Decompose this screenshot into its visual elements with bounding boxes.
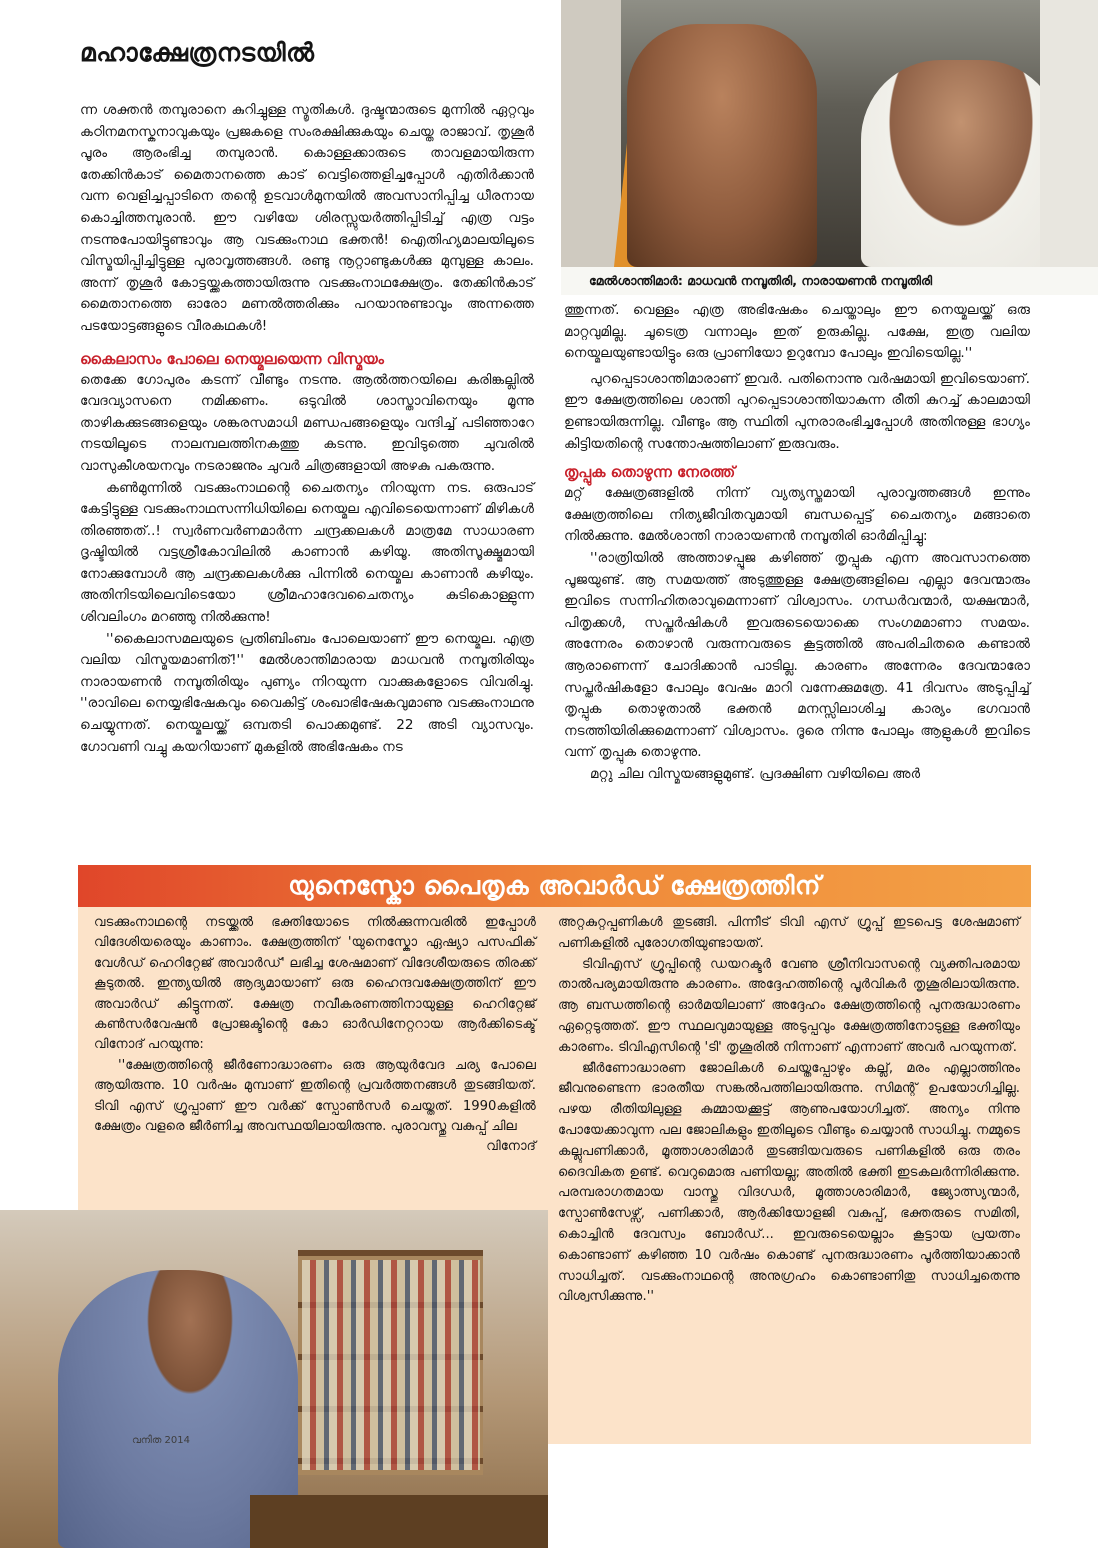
photo-caption: മേൽശാന്തിമാർ: മാധവൻ നമ്പൂതിരി, നാരായണൻ നമ്പൂതിരി: [561, 267, 1098, 295]
paragraph: ജീർണോദ്ധാരണ ജോലികൾ ചെയ്തപ്പോഴും കല്ല്, മരം എല്ലാത്തിനും ജീവനുണ്ടെന്ന ഭാരതീയ സങ്കൽപത്തിലായിരുന്നു. സിമന്റ് ഉപയോഗിച്ചില്ല. പഴയ രീതിയിലുള്ള കുമ്മായക്കൂട്ട് ആണുപയോഗിച്ചത്. അന്യം നിന്നു പോയേക്കാവുന്ന പല ജോലികളും ഇതിലൂടെ വീണ്ടും ചെയ്യാൻ സാധിച്ചു. നമ്മുടെ കല്ലുപണിക്കാർ, മൂത്താശാരിമാർ തുടങ്ങിയവരുടെ പണികളിൽ ഒരു തരം ദൈവികത ഉണ്ട്. വെറുമൊരു പണിയല്ല; അതിൽ ഭക്തി ഇടകലർന്നിരിക്കുന്നു. പരമ്പരാഗതമായ വാസ്തു വിദഗ്ധർ, മൂത്താശാരിമാർ, ജ്യോത്സ്യന്മാർ, സ്പോൺസേഴ്സ്, പണിക്കാർ, ആർക്കിയോളജി വകുപ്പ്, ഭക്തരുടെ സമിതി, കൊച്ചിൻ ദേവസ്വം ബോർഡ്... ഇവരുടെയെല്ലാം കൂട്ടായ പ്രയത്നം കൊണ്ടാണ് കഴിഞ്ഞ 10 വർഷം കൊണ്ട് പുനരുദ്ധാരണം പൂർത്തിയാക്കാൻ സാധിച്ചത്. വടക്കുംനാഥന്റെ അനുഗ്രഹം കൊണ്ടാണിതു സാധിച്ചതെന്നു വിശ്വസിക്കുന്നു.'': [558, 1060, 1020, 1305]
paragraph: ''രാത്രിയിൽ അത്താഴപ്പൂജ കഴിഞ്ഞ് തൃപ്പുക എന്ന അവസാനത്തെ പൂജയുണ്ട്. ആ സമയത്ത് അടുത്തുള്ള ക്ഷേത്രങ്ങളിലെ എല്ലാ ദേവന്മാരും ഇവിടെ സന്നിഹിതരാവുമെന്നാണ് വിശ്വാസം. ഗന്ധർവന്മാർ, യക്ഷന്മാർ, പിതൃക്കൾ, സപ്തർഷികൾ ഇവരുടെയൊക്കെ സംഗമമാണാ സമയം. അന്നേരം തൊഴാൻ വരുന്നവരുടെ കൂട്ടത്തിൽ അപരിചിതരെ കണ്ടാൽ ആരാണെന്ന് ചോദിക്കാൻ പാടില്ല. കാരണം അന്നേരം ദേവന്മാരോ സപ്തർഷികളോ പോലും വേഷം മാറി വന്നേക്കുമത്രേ. 41 ദിവസം അടുപ്പിച്ച് തൃപ്പുക തൊഴുതാൽ ഭക്തൻ മനസ്സിലാശിച്ച കാര്യം ഭഗവാൻ നടത്തിയിരിക്കുമെന്നാണ് വിശ്വാസം. ദൂരെ നിന്നു പോലും ആളുകൾ ഇവിടെ വന്ന് തൃപ്പുക തൊഴുന്നു.: [564, 549, 1030, 761]
column-right: [564, 300, 1030, 785]
page-footer: വനിത 2014: [132, 1435, 190, 1446]
section-title: മഹാക്ഷേത്രനടയിൽ: [80, 38, 315, 67]
subheading-thruppuka: തൃപ്പുക തൊഴുന്ന നേരത്ത്: [564, 463, 736, 482]
paragraph: അറ്റകുറ്റപ്പണികൾ തുടങ്ങി. പിന്നീട് ടിവി എസ് ഗ്രൂപ്പ് ഇടപെട്ട ശേഷമാണ് പണികളിൽ പുരോഗതിയുണ്ടായത്.: [558, 915, 1020, 951]
paragraph: ത്തുന്നത്. വെള്ളം എത്ര അഭിഷേകം ചെയ്താലും ഈ നെയ്മലയ്ക്ക് ഒരു മാറ്റവുമില്ല. ചൂടെത്ര വന്നാലും ഇത് ഉരുകില്ല. പക്ഷേ, ഇത്ര വലിയ നെയ്മലയുണ്ടായിട്ടും ഒരു പ്രാണിയോ ഉറുമ്പോ പോലും ഇവിടെയില്ല.'': [564, 302, 1030, 362]
box-left-text: [94, 913, 536, 1158]
desk: [250, 1495, 548, 1548]
paragraph: ''കൈലാസമലയുടെ പ്രതിബിംബം പോലെയാണ് ഈ നെയ്മല. എത്ര വലിയ വിസ്മയമാണിത്!'' മേൽശാന്തിമാരായ മാധവൻ നമ്പൂതിരിയും നാരായണൻ നമ്പൂതിരിയും പുണ്യം നിറയുന്ന വാക്കുകളോടെ വിവരിച്ചു. ''രാവിലെ നെയ്യഭിഷേകവും വൈകിട്ട് ശംഖാഭിഷേകവുമാണു വടക്കുംനാഥനു ചെയ്യുന്നത്. നെയ്മലയ്ക്ക് ഒമ്പതടി പൊക്കമുണ്ട്. 22 അടി വ്യാസവും. ഗോവണി വച്ചു കയറിയാണ് മുകളിൽ അഭിഷേകം നട: [80, 630, 534, 755]
paragraph: ടിവിഎസ് ഗ്രൂപ്പിന്റെ ഡയറക്ടർ വേണു ശ്രീനിവാസന്റെ വ്യക്തിപരമായ താൽപര്യമായിരുന്നു കാരണം. അദ്ദേഹത്തിന്റെ പൂർവികർ തൃശൂരിലായിരുന്നു. ആ ബന്ധത്തിന്റെ ഓർമയിലാണ് അദ്ദേഹം ക്ഷേത്രത്തിന്റെ പുനരുദ്ധാരണം ഏറ്റെടുത്തത്. ഈ സ്ഥലവുമായുള്ള അടുപ്പവും ക്ഷേത്രത്തിനോടുള്ള ഭക്തിയും കാരണം. ടിവിഎസിന്റെ 'ടി' തൃശൂരിൽ നിന്നാണ് എന്നാണ് അവർ പറയുന്നത്.: [558, 956, 1020, 1055]
paragraph: വടക്കുംനാഥന്റെ നടയ്ക്കൽ ഭക്തിയോടെ നിൽക്കുന്നവരിൽ ഇപ്പോൾ വിദേശിയരെയും കാണാം. ക്ഷേത്രത്തിന് 'യുനെസ്കോ ഏഷ്യാ പസഫിക് വേൾഡ് ഹെറിറ്റേജ് അവാർഡ്' ലഭിച്ച ശേഷമാണ് വിദേശീയരുടെ തിരക്ക് കൂടുതൽ. ഇന്ത്യയിൽ ആദ്യമായാണ് ഒരു ഹൈന്ദവക്ഷേത്രത്തിന് ഈ അവാർഡ് കിട്ടുന്നത്. ക്ഷേത്ര നവീകരണത്തിനായുള്ള ഹെറിറ്റേജ് കൺസർവേഷൻ പ്രോജക്ടിന്റെ കോ ഓർഡിനേറ്ററായ ആർക്കിടെക്ട് വിനോദ് പറയുന്നു:: [94, 915, 536, 1053]
priest-figure-right: [861, 60, 1061, 267]
paragraph: മറ്റു ചില വിസ്മയങ്ങളുമുണ്ട്. പ്രദക്ഷിണ വഴിയിലെ അർ: [590, 765, 921, 782]
sidebar-box-left: [78, 907, 548, 1210]
photo-name-label: വിനോദ്: [486, 1139, 536, 1155]
subheading-kailasam: കൈലാസം പോലെ നെയ്മലയെന്ന വിസ്മയം: [80, 349, 384, 368]
paragraph: തെക്കേ ഗോപുരം കടന്ന് വീണ്ടും നടന്നു. ആൽത്തറയിലെ കരിങ്കല്ലിൽ വേദവ്യാസനെ നമിക്കണം. ഒടുവിൽ ശാസ്താവിനെയും മൂന്നു താഴികക്കുടങ്ങളെയും ശങ്കരസമാധി മണ്ഡപങ്ങളെയും വന്ദിച്ച് പടിഞ്ഞാറേ നടയിലൂടെ നാലമ്പലത്തിനകത്തു കടന്നു. ഇവിടുത്തെ ചുവരിൽ വാസുകീശയനവും നടരാജനും ചുവർ ചിത്രങ്ങളായി അഴകു പകരുന്നു.: [80, 371, 534, 474]
paragraph: ''ക്ഷേത്രത്തിന്റെ ജീർണോദ്ധാരണം ഒരു ആയുർവേദ ചര്യ പോലെ ആയിരുന്നു. 10 വർഷം മുമ്പാണ് ഇതിന്റെ പ്രവർത്തനങ്ങൾ തുടങ്ങിയത്. ടിവി എസ് ഗ്രൂപ്പാണ് ഈ വർക്ക് സ്പോൺസർ ചെയ്തത്. 1990കളിൽ ക്ഷേത്രം വളരെ ജീർണിച്ച അവസ്ഥയിലായിരുന്നു. പുരാവസ്തു വകുപ്പ് ചില: [94, 1057, 536, 1135]
priests-photo: [561, 0, 1098, 267]
pillar: [1040, 0, 1098, 267]
paragraph: ന്ന ശക്തൻ തമ്പുരാനെ കുറിച്ചുള്ള സ്മൃതികൾ. ദുഷ്ടന്മാരുടെ മുന്നിൽ ഏറ്റവും കഠിനമനസ്കനാവുകയും പ്രജകളെ സംരക്ഷിക്കുകയും ചെയ്ത രാജാവ്. തൃശൂർ പൂരം ആരംഭിച്ച തമ്പുരാൻ. കൊള്ളക്കാരുടെ താവളമായിരുന്ന തേക്കിൻകാട് മൈതാനത്തെ കാട് വെട്ടിത്തെളിച്ചപ്പോൾ എതിർക്കാൻ വന്ന വെളിച്ചപ്പാടിനെ തന്റെ ഉടവാൾമുനയിൽ അവസാനിപ്പിച്ച ധീരനായ കൊച്ചിത്തമ്പുരാൻ. ഈ വഴിയേ ശിരസ്സുയർത്തിപ്പിടിച്ച് എത്ര വട്ടം നടന്നുപോയിട്ടുണ്ടാവും ആ വടക്കുംനാഥ ഭക്തൻ! ഐതിഹ്യമാലയിലൂടെ വിസ്മയിപ്പിച്ചിട്ടുള്ള പുരാവൃത്തങ്ങൾ. രണ്ടു നൂറ്റാണ്ടുകൾക്കു മുമ്പുള്ള കാലം. അന്ന് തൃശൂർ കോട്ടയ്ക്കകത്തായിരുന്നു വടക്കുംനാഥക്ഷേത്രം. തേക്കിൻകാട് മൈതാനത്തെ ഓരോ മണൽത്തരിക്കും പറയാനുണ്ടാവും അന്നത്തെ പടയോട്ടങ്ങളുടെ വീരകഥകൾ!: [80, 102, 534, 334]
door-frame: [561, 0, 621, 267]
column-left: [80, 100, 534, 758]
paragraph: മറ്റ് ക്ഷേത്രങ്ങളിൽ നിന്ന് വ്യത്യസ്തമായി പുരാവൃത്തങ്ങൾ ഇന്നും ക്ഷേത്രത്തിലെ നിത്യജീവിതവുമായി ബന്ധപ്പെട്ട് ചൈതന്യം മങ്ങാതെ നിൽക്കുന്നു. മേൽശാന്തി നാരായണൻ നമ്പൂതിരി ഓർമിപ്പിച്ചു:: [564, 485, 1030, 545]
box-banner-title: യുനെസ്കോ പൈതൃക അവാർഡ് ക്ഷേത്രത്തിന്: [78, 865, 1031, 907]
box-right-text: [558, 913, 1020, 1308]
paragraph: പുറപ്പെടാശാന്തിമാരാണ് ഇവർ. പതിനൊന്നു വർഷമായി ഇവിടെയാണ്. ഈ ക്ഷേത്രത്തിലെ ശാന്തി പുറപ്പെടാശാന്തിയാകുന്ന രീതി കുറച്ച് കാലമായി ഉണ്ടായിരുന്നില്ല. വീണ്ടും ആ സ്ഥിതി പുനരാരംഭിച്ചപ്പോൾ അതിനുള്ള ഭാഗ്യം കിട്ടിയതിന്റെ സന്തോഷത്തിലാണ് ഇരുവരും.: [564, 370, 1030, 452]
sidebar-box-right: [548, 907, 1031, 1444]
books: [302, 1260, 480, 1470]
priest-figure-left: [627, 24, 817, 267]
architect-photo: [0, 1210, 548, 1548]
paragraph: കൺമുന്നിൽ വടക്കുംനാഥന്റെ ചൈതന്യം നിറയുന്ന നട. ഒരുപാട് കേട്ടിട്ടുള്ള വടക്കുംനാഥസന്നിധിയിലെ നെയ്മല എവിടെയെന്നാണ് മിഴികൾ തിരഞ്ഞത്..! സ്വർണവർണമാർന്ന ചന്ദ്രക്കലകൾ മാത്രമേ സാധാരണ ദൃഷ്ടിയിൽ വട്ടശ്രീകോവിലിൽ കാണാൻ കഴിയൂ. അതിസൂക്ഷ്മമായി നോക്കുമ്പോൾ ആ ചന്ദ്രക്കലകൾക്കു പിന്നിൽ നെയ്മല കാണാൻ കഴിയും. അതിനിടയിലെവിടെയോ ശ്രീമഹാദേവചൈതന്യം കുടികൊള്ളുന്ന ശിവലിംഗം മറഞ്ഞു നിൽക്കുന്നു!: [80, 479, 534, 626]
